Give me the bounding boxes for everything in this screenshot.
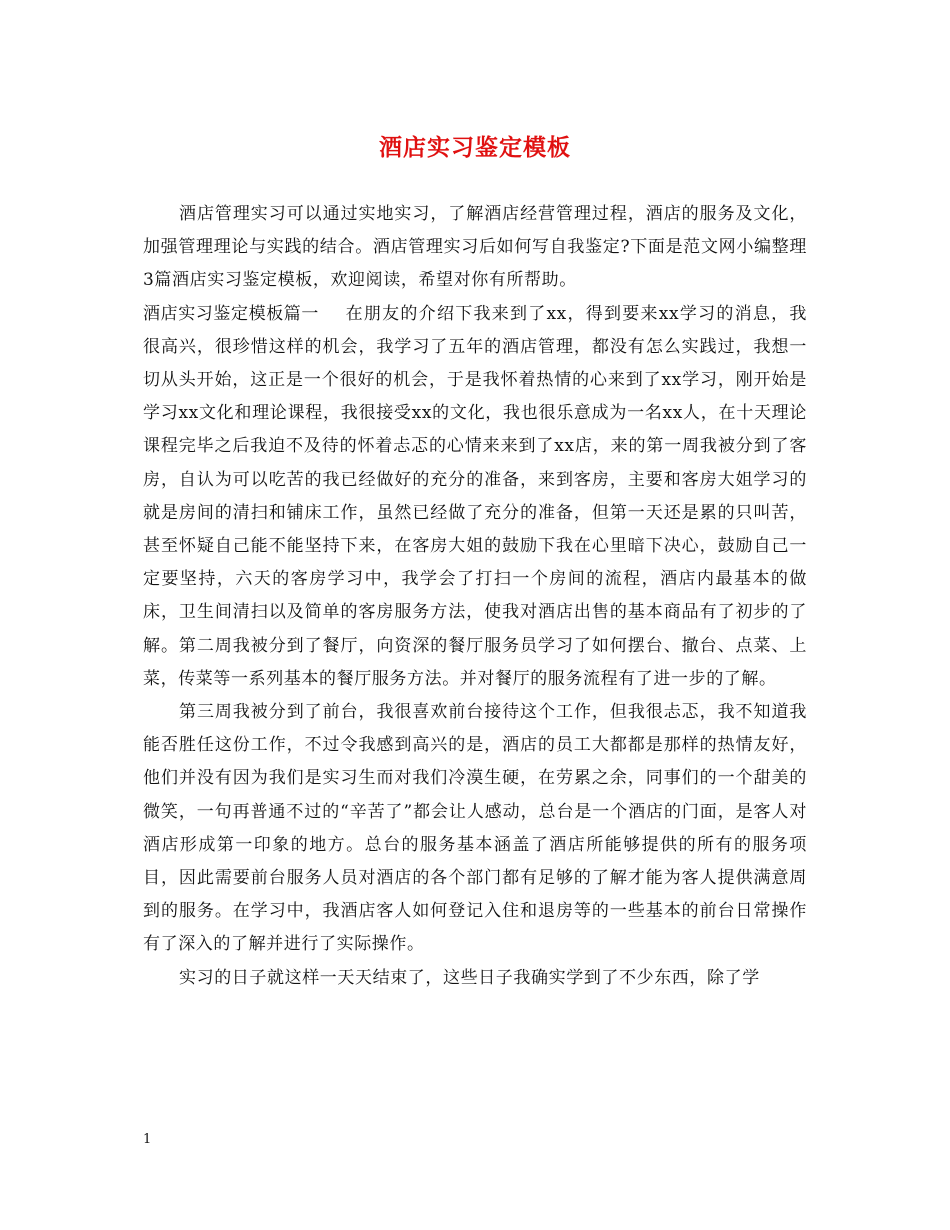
section-one-text: 在朋友的介绍下我来到了xx，得到要来xx学习的消息，我很高兴，很珍惜这样的机会，我学习了五年的酒店管理，都没有怎么实践过，我想一切从头开始，这正是一个很好的机会，于是我怀着热情的心来到了xx学习，刚开始是学习xx文化和理论课程，我很接受xx的文化，我也很乐意成为一名xx人，在十天理论课程完毕之后我迫不及待的怀着忐忑的心情来来到了xx店，来的第一周我被分到了客房，自认为可以吃苦的我已经做好的充分的准备，来到客房，主要和客房大姐学习的就是房间的清扫和铺床工作，虽然已经做了充分的准备，但第一天还是累的只叫苦，甚至怀疑自己能不能坚持下来，在客房大姐的鼓励下我在心里暗下决心，鼓励自己一定要坚持，六天的客房学习中，我学会了打扫一个房间的流程，酒店内最基本的做床，卫生间清扫以及简单的客房服务方法，使我对酒店出售的基本商品有了初步的了解。第二周我被分到了餐厅，向资深的餐厅服务员学习了如何摆台、撤台、点菜、上菜，传菜等一系列基本的餐厅服务方法。并对餐厅的服务流程有了进一步的了解。 [143, 303, 807, 689]
document-title: 酒店实习鉴定模板 [379, 134, 571, 161]
week-three-paragraph: 第三周我被分到了前台，我很喜欢前台接待这个工作，但我很忐忑，我不知道我能否胜任这份工作，不过令我感到高兴的是，酒店的员工大都都是那样的热情友好，他们并没有因为我们是实习生而对我们冷漠生硬，在劳累之余，同事们的一个甜美的微笑，一句再普通不过的“辛苦了”都会让人感动，总台是一个酒店的门面，是客人对酒店形成第一印象的地方。总台的服务基本涵盖了酒店所能够提供的所有的服务项目，因此需要前台服务人员对酒店的各个部门都有足够的了解才能为客人提供满意周到的服务。在学习中，我酒店客人如何登记入住和退房等的一些基本的前台日常操作有了深入的了解并进行了实际操作。 [143, 702, 807, 955]
closing-paragraph: 实习的日子就这样一天天结束了，这些日子我确实学到了不少东西，除了学 [179, 967, 760, 988]
page-number: 1 [143, 1132, 152, 1147]
intro-paragraph: 酒店管理实习可以通过实地实习，了解酒店经营管理过程，酒店的服务及文化，加强管理理论与实践的结合。酒店管理实习后如何写自我鉴定?下面是范文网小编整理3篇酒店实习鉴定模板，欢迎阅读，希望对你有所帮助。 [143, 204, 807, 291]
document-body [143, 198, 807, 995]
section-one-label: 酒店实习鉴定模板篇一 [143, 303, 319, 324]
section-one-paragraph [143, 298, 807, 696]
